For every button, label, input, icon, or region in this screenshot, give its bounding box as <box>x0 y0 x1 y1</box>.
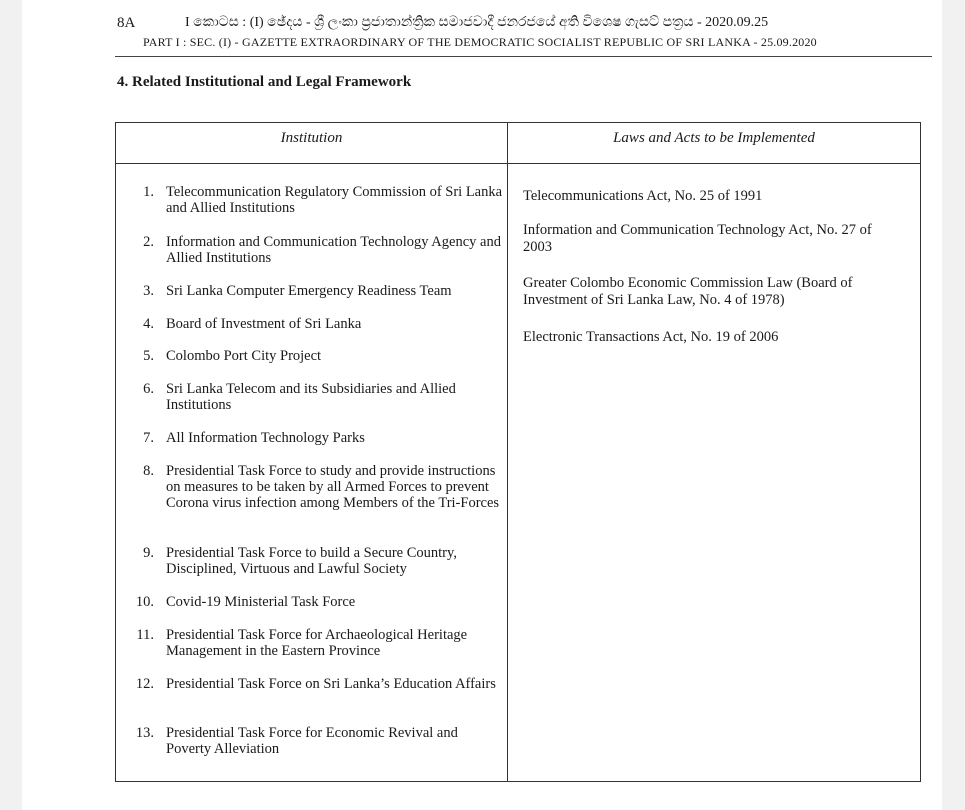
institution-number: 8. <box>143 463 154 479</box>
header-sinhala-title: I කොටස : (I) ඡේදය - ශ්‍රී ලංකා ප්‍රජාතාන්ත්‍රික සමාජවාදී ජනරජයේ අති විශෙෂ ගැසට් පත්‍රය - 2020.09.25 <box>185 15 769 30</box>
institution-text: Covid-19 Ministerial Task Force <box>166 594 356 610</box>
institution-text: Board of Investment of Sri Lanka <box>166 316 362 332</box>
institution-number: 1. <box>143 184 154 200</box>
institution-number: 7. <box>143 430 154 446</box>
law-item: Greater Colombo Economic Commission Law (Board of Investment of Sri Lanka Law, No. 4 of 1978) <box>523 275 853 308</box>
institution-text: All Information Technology Parks <box>166 430 365 446</box>
institution-text: Sri Lanka Telecom and its Subsidiaries and Allied Institutions <box>166 381 456 413</box>
institution-number: 13. <box>135 725 154 741</box>
institution-text: Telecommunication Regulatory Commission of Sri Lanka and Allied Institutions <box>166 184 503 216</box>
header-english-title: PART I : SEC. (I) - GAZETTE EXTRAORDINARY OF THE DEMOCRATIC SOCIALIST REPUBLIC OF SRI LANKA - 25.09.2020 <box>143 35 817 49</box>
institution-number: 5. <box>143 348 154 364</box>
institution-number: 4. <box>143 316 154 332</box>
institution-text: Sri Lanka Computer Emergency Readiness Team <box>166 283 452 299</box>
law-item: Telecommunications Act, No. 25 of 1991 <box>523 188 763 204</box>
institution-number: 6. <box>143 381 154 397</box>
framework-table <box>115 122 921 782</box>
institution-text: Presidential Task Force for Archaeological Heritage Management in the Eastern Province <box>166 627 468 659</box>
law-item: Information and Communication Technology Act, No. 27 of 2003 <box>523 222 872 255</box>
column-header-laws: Laws and Acts to be Implemented <box>613 130 815 146</box>
institution-text: Presidential Task Force to build a Secure Country, Disciplined, Virtuous and Lawful Society <box>166 545 457 577</box>
institution-text: Presidential Task Force for Economic Revival and Poverty Alleviation <box>166 725 458 757</box>
gazette-page <box>22 0 942 810</box>
institution-number: 3. <box>143 283 154 299</box>
header-rule <box>115 56 932 57</box>
institution-text: Colombo Port City Project <box>166 348 322 364</box>
header-divider <box>116 163 920 164</box>
institution-number: 2. <box>143 234 154 250</box>
institution-number: 9. <box>143 545 154 561</box>
column-divider <box>507 123 508 781</box>
column-header-institution: Institution <box>280 130 343 146</box>
institution-number: 11. <box>136 627 154 643</box>
page-number: 8A <box>117 15 136 31</box>
institution-text: Presidential Task Force to study and provide instructions on measures to be taken by all Armed Forces to prevent Corona virus infection among Members of the Tri-Forces <box>166 463 500 511</box>
section-title: 4. Related Institutional and Legal Framework <box>117 74 412 90</box>
institution-text: Presidential Task Force on Sri Lanka’s Education Affairs <box>166 676 496 692</box>
institution-number: 10. <box>135 594 154 610</box>
institution-text: Information and Communication Technology Agency and Allied Institutions <box>166 234 501 266</box>
law-item: Electronic Transactions Act, No. 19 of 2006 <box>523 329 779 345</box>
institution-number: 12. <box>135 676 154 692</box>
